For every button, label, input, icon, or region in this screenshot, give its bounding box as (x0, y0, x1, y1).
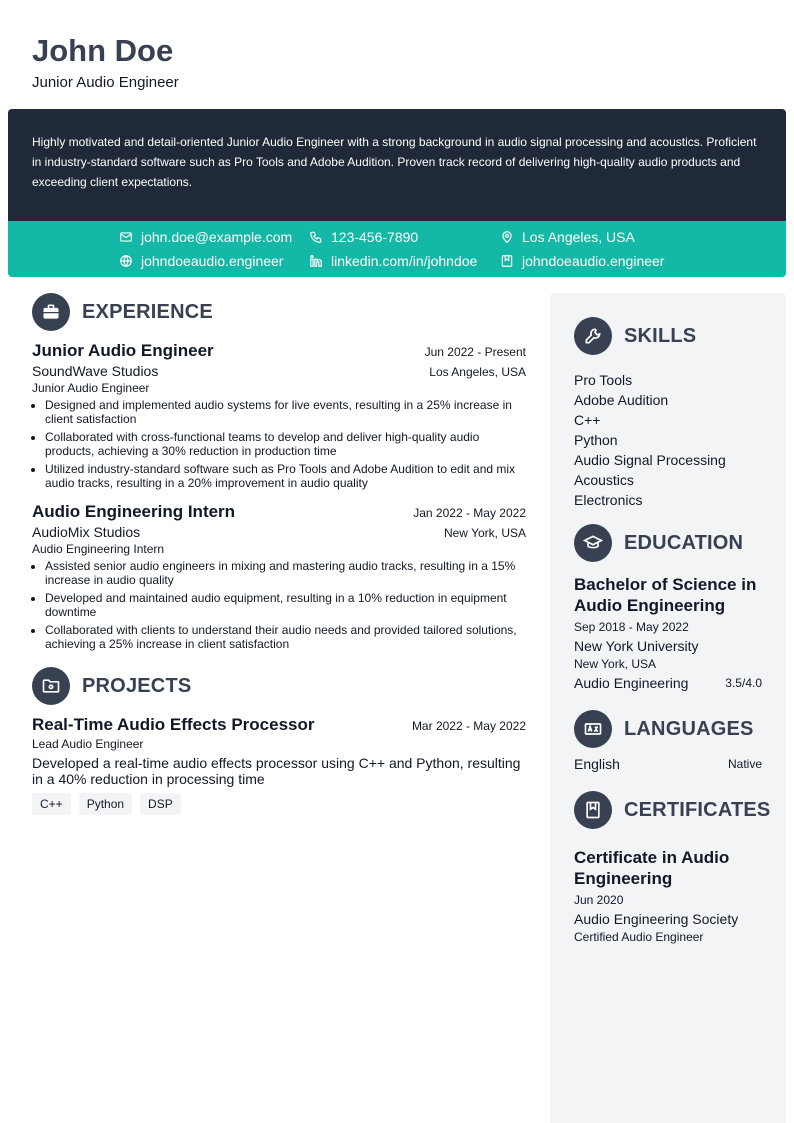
language-name: English (574, 756, 620, 772)
resume-header (0, 0, 794, 109)
job-location: Los Angeles, USA (429, 365, 526, 379)
linkedin-icon (309, 254, 323, 268)
skill-item: Electronics (574, 492, 643, 508)
summary-block: Highly motivated and detail-oriented Junior Audio Engineer with a strong background in audio signal processing and acoustics. Proficient in industry-standard software such as Pro Tools and Adobe Audition. Proven track record of delivering high-quality audio products and exceeding client expectations. (8, 109, 786, 221)
certificates-title: CERTIFICATES (624, 798, 771, 821)
experience-entry (32, 341, 526, 490)
contact-location (500, 227, 635, 247)
project-tag: DSP (140, 793, 181, 815)
job-bullets (32, 559, 526, 651)
skill-item: C++ (574, 412, 601, 428)
skills-title: SKILLS (624, 324, 697, 347)
education-section-header (574, 524, 762, 562)
map-pin-icon (500, 230, 514, 244)
education-title: EDUCATION (624, 531, 744, 554)
language-item (574, 756, 762, 772)
portfolio-text: johndoeaudio.engineer (522, 253, 665, 269)
email-text: john.doe@example.com (141, 229, 293, 245)
candidate-name: John Doe (32, 33, 174, 68)
portfolio-icon (500, 254, 514, 268)
education-field: Audio Engineering (574, 675, 689, 691)
languages-title: LANGUAGES (624, 717, 754, 740)
globe-icon (119, 254, 133, 268)
main-column (32, 293, 526, 815)
project-tag: Python (79, 793, 132, 815)
bookmark-book-icon (574, 791, 612, 829)
projects-title: PROJECTS (82, 674, 192, 697)
education-gpa: 3.5/4.0 (725, 676, 762, 690)
project-date: Mar 2022 - May 2022 (411, 719, 526, 733)
graduation-cap-icon (574, 524, 612, 562)
education-field-row (574, 675, 762, 691)
skill-item: Audio Signal Processing (574, 452, 726, 468)
project-tag: C++ (32, 793, 71, 815)
skill-item: Acoustics (574, 472, 634, 488)
linkedin-text: linkedin.com/in/johndoe (331, 253, 478, 269)
website-text: johndoeaudio.engineer (141, 253, 284, 269)
translate-icon (574, 710, 612, 748)
experience-section-header (32, 293, 526, 331)
experience-title: EXPERIENCE (82, 300, 213, 323)
mail-icon (119, 230, 133, 244)
job-subrole: Junior Audio Engineer (32, 381, 150, 395)
experience-entry (32, 502, 526, 651)
skill-item: Adobe Audition (574, 392, 669, 408)
certificates-section-header (574, 791, 771, 829)
contact-bar (8, 221, 786, 277)
job-bullet: • Developed and maintained audio equipment, resulting in a 10% reduction in equipment downtime (45, 591, 526, 619)
contact-linkedin[interactable] (309, 251, 477, 271)
education-location: New York, USA (574, 657, 657, 671)
job-company: AudioMix Studios (32, 524, 141, 540)
project-entry (32, 715, 526, 815)
job-subrole: Audio Engineering Intern (32, 542, 165, 556)
job-bullet: • Collaborated with cross-functional teams to develop and deliver high-quality audio products, achieving a 30% reduction in production time (45, 430, 526, 458)
job-company: SoundWave Studios (32, 363, 159, 379)
project-description: Developed a real-time audio effects processor using C++ and Python, resulting in a 40% reduction in processing time (32, 755, 521, 787)
job-date: Jun 2022 - Present (424, 345, 526, 359)
languages-section-header (574, 710, 762, 748)
phone-icon (309, 230, 323, 244)
education-date: Sep 2018 - May 2022 (574, 620, 689, 634)
location-text: Los Angeles, USA (522, 229, 635, 245)
certificate-name: Certificate in Audio Engineering (574, 848, 730, 888)
project-tags (32, 793, 526, 815)
contact-website[interactable] (119, 251, 283, 271)
project-role: Lead Audio Engineer (32, 737, 144, 751)
candidate-title: Junior Audio Engineer (32, 74, 179, 91)
job-role: Junior Audio Engineer (32, 341, 214, 360)
certificate-date: Jun 2020 (574, 893, 624, 907)
certificate-credential: Certified Audio Engineer (574, 930, 704, 944)
job-bullet: • Designed and implemented audio systems for live events, resulting in a 25% increase in client satisfaction (45, 398, 526, 426)
phone-text: 123-456-7890 (331, 229, 419, 245)
contact-email[interactable] (119, 227, 292, 247)
language-level: Native (727, 757, 762, 771)
certificate-issuer: Audio Engineering Society (574, 911, 739, 927)
skill-item: Pro Tools (574, 372, 633, 388)
job-bullets (32, 398, 526, 490)
job-bullet: • Utilized industry-standard software such as Pro Tools and Adobe Audition to edit and mix audio tracks, resulting in a 20% improvement in audio quality (45, 462, 526, 490)
skills-section-header (574, 317, 762, 355)
project-name: Real-Time Audio Effects Processor (32, 715, 315, 734)
job-date: Jan 2022 - May 2022 (413, 506, 526, 520)
contact-portfolio[interactable] (500, 251, 664, 271)
projects-section-header (32, 667, 526, 705)
wrench-icon (574, 317, 612, 355)
skill-item: Python (574, 432, 618, 448)
education-school: New York University (574, 638, 699, 654)
contact-phone[interactable] (309, 227, 418, 247)
sidebar-column (550, 293, 786, 1123)
job-role: Audio Engineering Intern (32, 502, 236, 521)
briefcase-icon (32, 293, 70, 331)
skills-list (574, 370, 762, 510)
job-bullet: • Collaborated with clients to understand their audio needs and provided tailored solutions, achieving a 25% increase in client satisfaction (45, 623, 526, 651)
job-location: New York, USA (443, 526, 526, 540)
education-degree: Bachelor of Science in Audio Engineering (574, 575, 757, 615)
folder-icon (32, 667, 70, 705)
job-bullet: • Assisted senior audio engineers in mixing and mastering audio tracks, resulting in a 15% increase in audio quality (45, 559, 526, 587)
